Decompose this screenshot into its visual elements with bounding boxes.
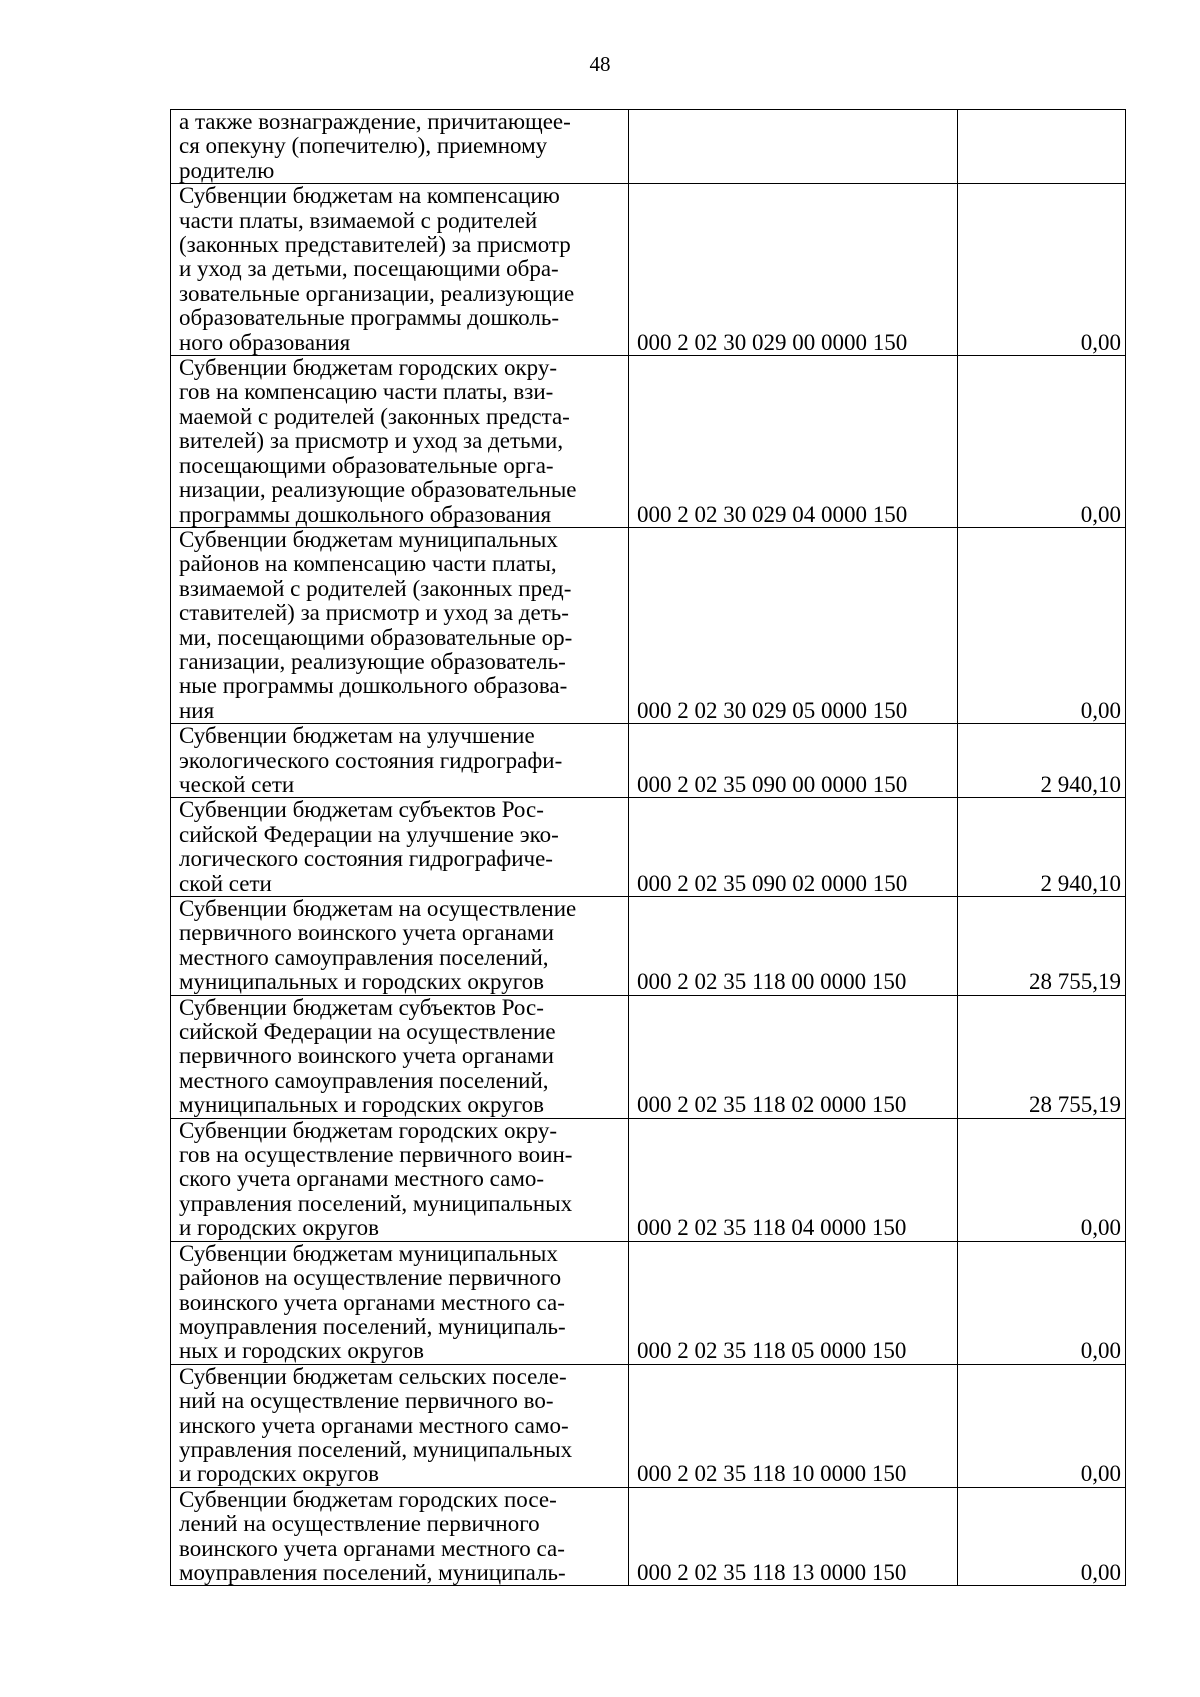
amount-cell: 28 755,19 [958,995,1126,1118]
revenue-name-cell [171,527,629,723]
revenue-name-line: управления поселений, муниципальных [179,1190,573,1216]
revenue-name-line: экологического состояния гидрографи- [179,747,563,773]
table-body [171,110,1126,1586]
revenue-name-cell [171,110,629,184]
revenue-name-line: логического состояния гидрографиче- [179,846,553,872]
page-number: 48 [589,52,611,76]
amount-cell: 0,00 [958,1118,1126,1241]
budget-code-cell: 000 2 02 30 029 05 0000 150 [629,527,958,723]
revenue-name-line: Субвенции бюджетам городских окру- [179,1117,558,1143]
revenue-name-line: Субвенции бюджетам сельских поселе- [179,1363,567,1389]
amount-cell: 0,00 [958,527,1126,723]
revenue-name-line: Субвенции бюджетам на осуществление [179,896,577,921]
budget-code-cell: 000 2 02 35 118 00 0000 150 [629,897,958,996]
revenue-name-line: Субвенции бюджетам муниципальных [179,526,558,552]
revenue-name-line: Субвенции бюджетам городских посе- [179,1486,557,1512]
revenue-name-line: ния [179,697,215,723]
amount-cell: 0,00 [958,1487,1126,1586]
revenue-name-line: ми, посещающими образовательные ор- [179,624,573,650]
revenue-name-line: районов на осуществление первичного [179,1265,562,1291]
amount-cell: 0,00 [958,1241,1126,1364]
revenue-name-cell [171,1364,629,1487]
revenue-name-cell [171,1241,629,1364]
revenue-name-line: и городских округов [179,1461,379,1487]
revenue-name-line: Субвенции бюджетам на компенсацию [179,183,560,209]
revenue-name-line: Субвенции бюджетам на улучшение [179,723,535,749]
revenue-name-line: местного самоуправления поселений, [179,1067,549,1093]
budget-code-cell: 000 2 02 30 029 00 0000 150 [629,184,958,356]
revenue-name-line: ся опекуну (попечителю), приемному [179,133,548,159]
table-row [171,897,1126,996]
revenue-name-cell [171,1487,629,1586]
revenue-name-line: Субвенции бюджетам муниципальных [179,1240,558,1266]
revenue-name-cell [171,897,629,996]
revenue-name-line: ганизации, реализующие образователь- [179,648,566,674]
budget-code-cell: 000 2 02 35 090 00 0000 150 [629,724,958,798]
revenue-name-cell [171,356,629,528]
amount-cell: 0,00 [958,1364,1126,1487]
revenue-name-line: моуправления поселений, муниципаль- [179,1559,566,1585]
table-row [171,1118,1126,1241]
amount-cell: 28 755,19 [958,897,1126,996]
budget-code-cell: 000 2 02 30 029 04 0000 150 [629,356,958,528]
budget-code-cell: 000 2 02 35 118 04 0000 150 [629,1118,958,1241]
table-row [171,995,1126,1118]
revenue-name-line: программы дошкольного образования [179,501,552,527]
table-row [171,1487,1126,1586]
revenue-name-line: гов на компенсацию части платы, взи- [179,379,554,405]
revenue-name-line: ного образования [179,329,351,355]
revenue-name-line: взимаемой с родителей (законных пред- [179,575,572,601]
revenue-name-cell [171,798,629,897]
revenue-name-line: сийской Федерации на осуществление [179,1019,556,1045]
revenue-name-line: ставителей) за присмотр и уход за деть- [179,600,569,626]
revenue-name-line: низации, реализующие образовательные [179,477,577,503]
table-row [171,798,1126,897]
budget-code-cell: 000 2 02 35 118 02 0000 150 [629,995,958,1118]
revenue-name-line: первичного воинского учета органами [179,920,554,946]
revenue-name-line: посещающими образовательные орга- [179,452,554,478]
revenue-name-line: образовательные программы дошколь- [179,305,559,331]
revenue-name-line: Субвенции бюджетам субъектов Рос- [179,797,544,823]
table-row [171,110,1126,184]
revenue-name-line: гов на осуществление первичного воин- [179,1142,573,1168]
budget-code-cell: 000 2 02 35 118 05 0000 150 [629,1241,958,1364]
revenue-name-line: и уход за детьми, посещающими обра- [179,256,559,282]
revenue-name-line: ний на осуществление первичного во- [179,1388,554,1414]
revenue-name-line: муниципальных и городских округов [179,1092,544,1118]
revenue-name-line: лений на осуществление первичного [179,1511,540,1537]
table-row [171,724,1126,798]
revenue-name-line: зовательные организации, реализующие [179,280,575,306]
revenue-name-line: ные программы дошкольного образова- [179,673,568,699]
revenue-name-line: воинского учета органами местного са- [179,1289,565,1315]
table-row [171,356,1126,528]
revenue-name-line: (законных представителей) за присмотр [179,232,571,258]
revenue-name-line: ской сети [179,870,272,896]
revenue-name-line: маемой с родителей (законных предста- [179,403,570,429]
amount-cell: 2 940,10 [958,798,1126,897]
budget-code-cell: 000 2 02 35 118 10 0000 150 [629,1364,958,1487]
revenue-name-cell [171,1118,629,1241]
revenue-name-line: ческой сети [179,771,295,797]
revenue-name-cell [171,724,629,798]
revenue-name-line: местного самоуправления поселений, [179,944,549,970]
amount-cell: 0,00 [958,356,1126,528]
revenue-name-line: первичного воинского учета органами [179,1043,554,1069]
budget-code-cell [629,110,958,184]
revenue-name-line: Субвенции бюджетам городских окру- [179,355,558,381]
revenue-name-line: части платы, взимаемой с родителей [179,207,538,233]
revenue-name-line: ных и городских округов [179,1338,425,1364]
table-row [171,1241,1126,1364]
amount-cell [958,110,1126,184]
revenue-name-line: ского учета органами местного само- [179,1166,545,1192]
table-row [171,527,1126,723]
revenue-name-line: а также вознаграждение, причитающее- [179,109,571,134]
revenue-name-cell [171,995,629,1118]
revenue-name-line: Субвенции бюджетам субъектов Рос- [179,994,544,1020]
revenue-name-line: и городских округов [179,1215,379,1241]
revenue-name-cell [171,184,629,356]
table-row [171,184,1126,356]
amount-cell: 2 940,10 [958,724,1126,798]
revenue-name-line: воинского учета органами местного са- [179,1535,565,1561]
revenue-name-line: вителей) за присмотр и уход за детьми, [179,428,564,454]
revenue-name-line: сийской Федерации на улучшение эко- [179,821,559,847]
table-row [171,1364,1126,1487]
budget-code-cell: 000 2 02 35 090 02 0000 150 [629,798,958,897]
revenue-name-line: управления поселений, муниципальных [179,1436,573,1462]
revenue-name-line: моуправления поселений, муниципаль- [179,1313,566,1339]
revenue-name-line: инского учета органами местного само- [179,1412,569,1438]
revenue-name-line: родителю [179,157,275,183]
budget-table [170,109,1126,1586]
revenue-name-line: районов на компенсацию части платы, [179,551,557,577]
budget-code-cell: 000 2 02 35 118 13 0000 150 [629,1487,958,1586]
amount-cell: 0,00 [958,184,1126,356]
revenue-name-line: муниципальных и городских округов [179,969,544,995]
